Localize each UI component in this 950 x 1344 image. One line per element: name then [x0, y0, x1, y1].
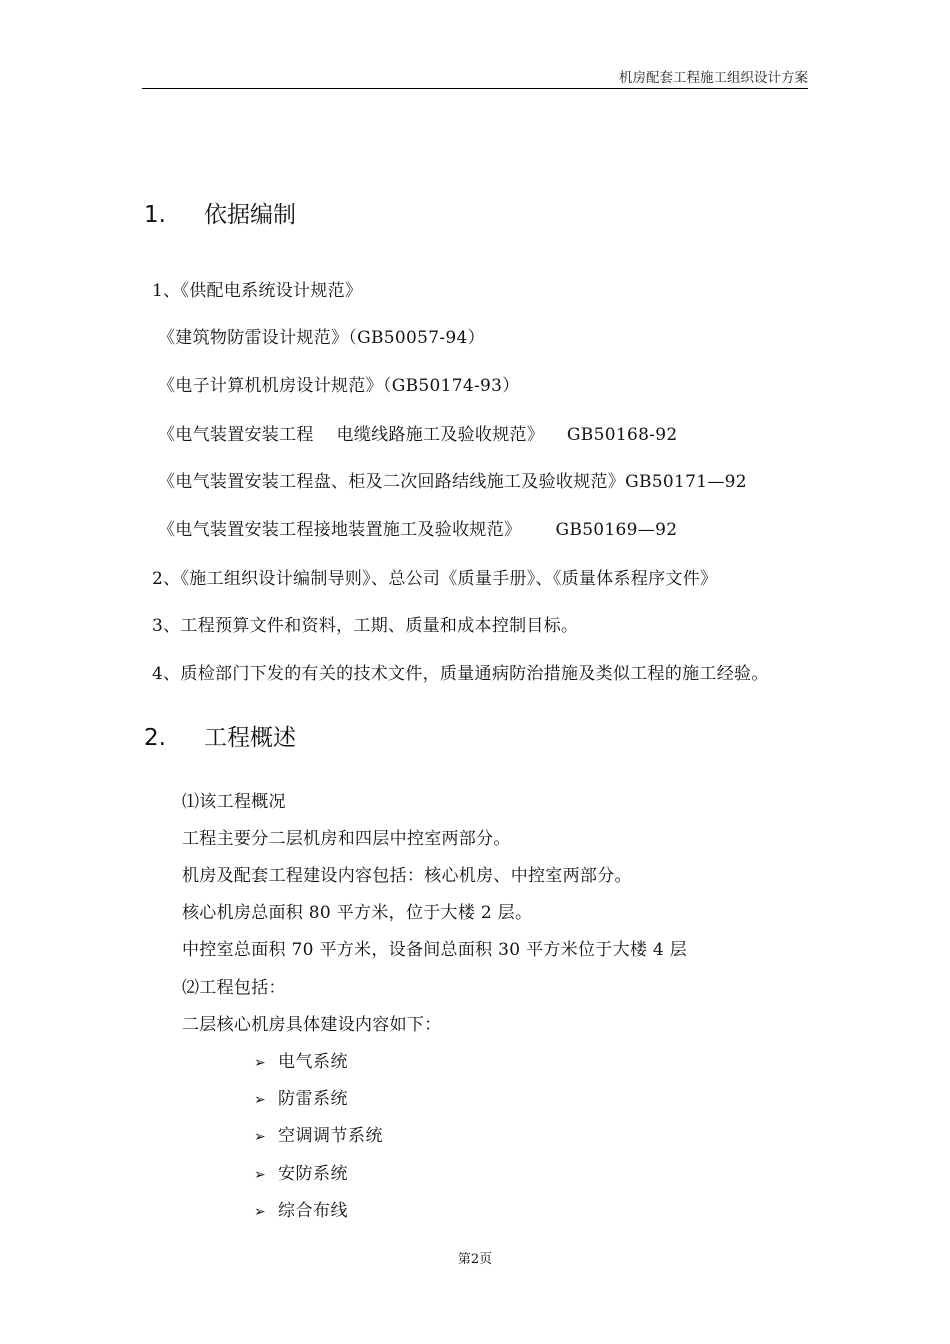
section-number: 2. — [144, 725, 166, 751]
bullet-item: ➢ 空调调节系统 — [254, 1126, 383, 1146]
reference-item: 3、工程预算文件和资料，工期、质量和成本控制目标。 — [152, 616, 579, 636]
reference-item: 《电气装置安装工程接地装置施工及验收规范》 GB50169—92 — [158, 520, 678, 540]
reference-item: 4、质检部门下发的有关的技术文件，质量通病防治措施及类似工程的施工经验。 — [152, 664, 769, 684]
overview-paragraph: ⑵工程包括： — [182, 978, 286, 998]
overview-paragraph: 工程主要分二层机房和四层中控室两部分。 — [182, 829, 511, 849]
section-number: 1. — [144, 202, 166, 228]
bullet-item: ➢ 防雷系统 — [254, 1089, 348, 1109]
section-title: 依据编制 — [204, 202, 296, 228]
bullet-item: ➢ 电气系统 — [254, 1052, 348, 1072]
arrow-bullet-icon: ➢ — [254, 1167, 267, 1183]
page-number: 第2页 — [457, 1252, 493, 1267]
header-rule — [142, 88, 808, 89]
reference-item: 1、《供配电系统设计规范》 — [152, 281, 363, 301]
reference-item: 《电气装置安装工程盘、柜及二次回路结线施工及验收规范》GB50171—92 — [158, 472, 747, 492]
bullet-item: ➢ 安防系统 — [254, 1164, 348, 1184]
overview-paragraph: ⑴该工程概况 — [182, 792, 286, 812]
reference-item: 《电子计算机机房设计规范》（GB50174-93） — [158, 376, 520, 396]
reference-item: 2、《施工组织设计编制导则》、总公司《质量手册》、《质量体系程序文件》 — [152, 569, 718, 589]
arrow-bullet-icon: ➢ — [254, 1055, 267, 1071]
section-title: 工程概述 — [204, 725, 296, 751]
arrow-bullet-icon: ➢ — [254, 1129, 267, 1145]
overview-paragraph: 核心机房总面积 80 平方米，位于大楼 2 层。 — [182, 903, 533, 923]
section-heading-2 — [144, 719, 296, 752]
header-title: 机房配套工程施工组织设计方案 — [619, 70, 808, 86]
overview-paragraph: 中控室总面积 70 平方米，设备间总面积 30 平方米位于大楼 4 层 — [182, 940, 688, 960]
bullet-item: ➢ 综合布线 — [254, 1201, 348, 1221]
reference-item: 《电气装置安装工程 电缆线路施工及验收规范》 GB50168-92 — [158, 425, 678, 445]
arrow-bullet-icon: ➢ — [254, 1204, 267, 1220]
overview-paragraph: 机房及配套工程建设内容包括：核心机房、中控室两部分。 — [182, 866, 632, 886]
reference-item: 《建筑物防雷设计规范》（GB50057-94） — [158, 328, 485, 348]
overview-paragraph: 二层核心机房具体建设内容如下： — [182, 1015, 442, 1035]
section-heading-1 — [144, 196, 296, 229]
arrow-bullet-icon: ➢ — [254, 1092, 267, 1108]
